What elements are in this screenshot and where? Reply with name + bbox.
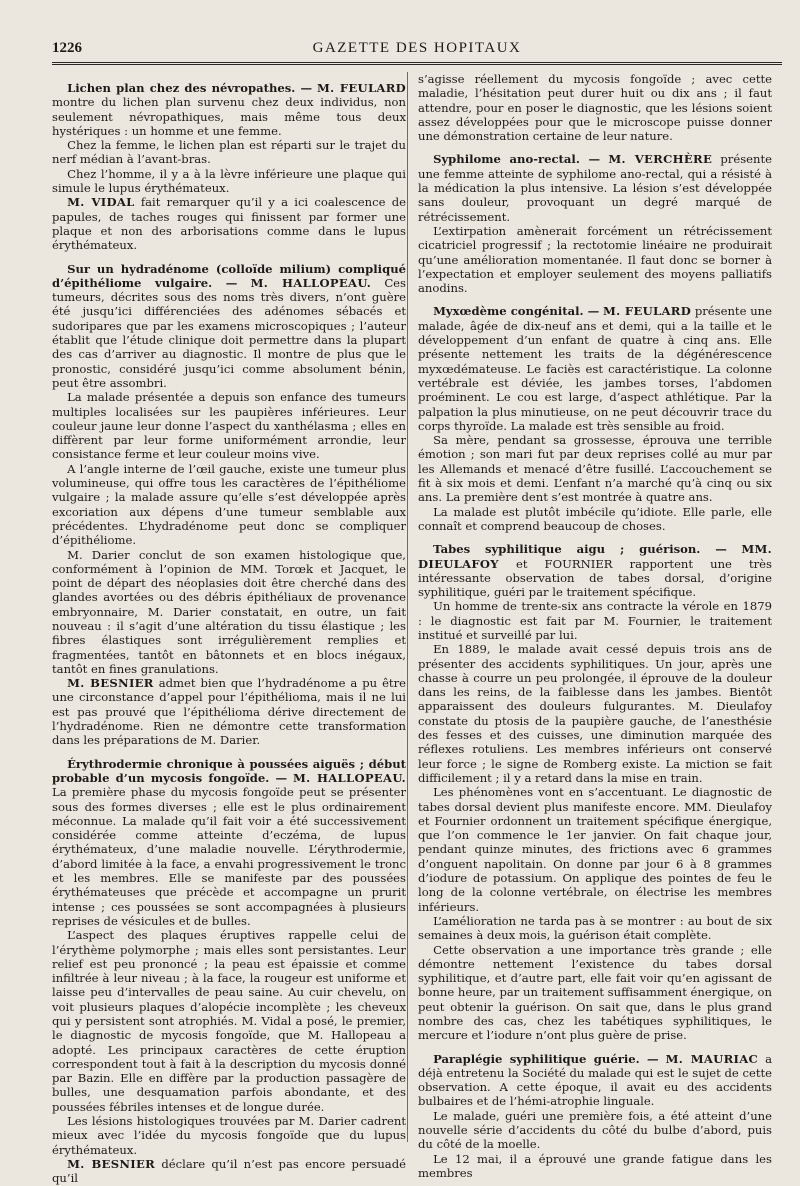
page-number: 1226 [52,40,82,56]
paragraph-text: présente une femme atteinte de syphilome ano-rectal, qui a résisté à la médication la plus intensive. La lésion s’est développée sans douleur, provoquant un degré marqué de rétrécissement. [418,152,773,224]
author-name: M. BESNIER [67,676,154,691]
paragraph [418,224,772,295]
section-paragraph [52,757,406,929]
paragraph-text: déclare qu’il n’est pas encore persuadé qu’il [52,1156,406,1186]
section-paragraph [52,81,406,138]
author-name: M. HALLOPEAU. [250,275,372,290]
author-name: M. MAURIAC [665,1051,759,1066]
author-name: M. VERCHÈRE [608,152,713,167]
paragraph-text: M. Darier conclut de son examen histologique que, conformément à l’opinion de MM. Torœk et Jacquet, le point de départ des néoplasies doit être cherché dans des glandes avortées ou des débris épithéliaux de provenance embryonnaire, M. Darier constatait, en outre, un fait nouveau : il s’agit d’une altération du tissu élastique ; les fibres élastiques sont irrégulièrement remplies et fragmentées, tantôt en bâtonnets et en blocs inégaux, tantôt en fines granulations. [52,547,406,676]
section-heading: Tabes syphilitique aigu ; guérison. — [433,542,727,557]
paragraph [418,72,772,143]
paragraph-text: fait remarquer qu’il y a ici coalescence de papules, de taches rouges qui finissent par former une plaque et non des arborisations comme dans le lupus érythémateux. [52,195,406,253]
section-paragraph [418,1052,772,1109]
paragraph [52,167,406,196]
paragraph-text: L’aspect des plaques éruptives rappelle celui de l’érythème polymorphe ; mais elles sont persistantes. Leur relief est peu prononcé ; la peau est épaissie et comme infiltrée à leur niveau ; à la face, la rougeur est uniforme et laisse peu d’intervalles de peau saine. Au cuir chevelu, on voit plusieurs plaques d’alopécie incomplète ; les cheveux qui y persistent sont atrophiés. M. Vidal a posé, le premier, le diagnostic de mycosis fongoïde, que M. Hallopeau a adopté. Les principaux caractères de cette éruption correspondent tout à fait à la description du mycosis donné par Bazin. Elle en diffère par la production passagère de bulles, une desquamation parfois abondante, et des poussées fébriles intenses et de longue durée. [52,928,406,1114]
paragraph-text: Cette observation a une importance très grande ; elle démontre nettement l’existence du tabes dorsal syphilitique, et d’autre part, elle fait voir qu’en agissant de bonne heure, par un traitement suffisamment énergique, on peut obtenir la guérison. On sait que, dans le plus grand nombre des cas, chez les tabétiques syphilitiques, le mercure et l’iodure n’ont plus guère de prise. [418,942,772,1043]
paragraph [418,505,772,534]
section-paragraph [418,152,772,223]
paragraph-text: En 1889, le malade avait cessé depuis trois ans de présenter des accidents syphilitiques. Un jour, après une chasse à courre un peu prolongée, il éprouve de la douleur dans les reins, de la faiblesse dans les jambes. Bientôt apparaissent des douleurs fulgurantes. M. Dieulafoy constate du ptosis de la paupière gauche, de l’anesthésie des fesses et des cuisses, une diminution marquée des réflexes rotuliens. Les membres inférieurs ont conservé leur force ; le signe de Romberg existe. La miction se fait difficilement ; il y a retard dans la mise en train. [418,642,772,785]
section-heading: Lichen plan chez des névropathes. — [67,81,313,95]
paragraph-text: et FOURNIER rapportent une très intéressante observation de tabes dorsal, d’origine syphilitique, guéri par le traitement spécifique. [418,556,772,600]
section-paragraph [418,304,772,433]
paragraph [418,1152,772,1181]
section-heading: Sur un hydradénome (colloïde milium) compliqué d’épithéliome vulgaire. — [52,261,406,290]
section-heading: Paraplégie syphilitique guérie. — [433,1051,659,1066]
page-header [52,36,782,65]
paragraph [52,138,406,167]
author-name: MM. DIEULAFOY [418,542,772,571]
right-column [418,72,772,1180]
author-name: M. FEULARD [316,81,407,95]
paragraph-text: a déjà entretenu la Société du malade qui est le sujet de cette observation. A cette époque, il avait eu des accidents bulbaires et de l’hémi-atrophie linguale. [418,1051,772,1109]
paragraph [418,599,772,642]
paragraph-text: A l’angle interne de l’œil gauche, existe une tumeur plus volumineuse, qui offre tous les caractères de l’épithéliome vulgaire ; la malade assure qu’elle s’est développée après excoriation aux dépens d’une tumeur semblable aux précédentes. L’hydradénome peut donc se compliquer d’épithéliome. [52,461,406,548]
paragraph [418,642,772,785]
paragraph [52,462,406,548]
paragraph-text: Chez l’homme, il y a à la lèvre inférieure une plaque qui simule le lupus érythémateux. [52,166,406,196]
paragraph [52,676,406,747]
section-paragraph [52,262,406,391]
paragraph [418,914,772,943]
paragraph-text: Chez la femme, le lichen plan est réparti sur le trajet du nerf médian à l’avant-bras. [52,138,406,167]
paragraph [52,928,406,1114]
paragraph [52,390,406,461]
paragraph-text: Sa mère, pendant sa grossesse, éprouva une terrible émotion ; son mari fut par deux reprises collé au mur par les Allemands et menacé d’être fusillé. L’accouchement se fit à six mois et demi. L’enfant n’a marché qu’à cinq ou six ans. La première dent s’est montrée à quatre ans. [418,433,772,505]
author-name: M. FEULARD [603,304,692,319]
section-heading: Myxœdème congénital. — [433,304,600,319]
paragraph-text: Les lésions histologiques trouvées par M. Darier cadrent mieux avec l’idée du mycosis fongoïde que du lupus érythémateux. [52,1114,406,1157]
paragraph-text: Les phénomènes vont en s’accentuant. Le diagnostic de tabes dorsal devient plus manifeste encore. MM. Dieulafoy et Fournier ordonnent un traitement spécifique énergique, que l’on commence le 1er janvier. On fait chaque jour, pendant quinze minutes, des frictions avec 6 grammes d’onguent napolitain. On donne par jour 6 à 8 grammes d’iodure de potassium. On applique des pointes de feu le long de la colonne vertébrale, on électrise les membres inférieurs. [418,785,772,914]
column-divider [407,72,408,1142]
paragraph-text: Ces tumeurs, décrites sous des noms très divers, n’ont guère été jusqu’ici différenciées des adénomes sébacés et sudoripares que par les examens microscopiques ; l’auteur établit que l’étude clinique doit permettre dans la plupart des cas d’arriver au diagnostic. Il montre de plus que le pronostic, considéré jusqu’ici comme absolument bénin, peut être assombri. [52,275,406,390]
paragraph-text: La malade est plutôt imbécile qu’idiote. Elle parle, elle connaît et comprend beaucoup de choses. [418,504,772,533]
paragraph-text: présente une malade, âgée de dix-neuf ans et demi, qui a la taille et le développement d’un enfant de quatre à cinq ans. Elle présente nettement les traits de la dégénérescence myxœdémateuse. Le faciès est caractéristique. La colonne vertébrale est déviée, les jambes torses, l’abdomen proéminent. Le cou est large, d’aspect athlétique. Par la palpation la plus minutieuse, on ne peut découvrir trace du corps thyroïde. La malade est très sensible au froid. [418,304,772,433]
paragraph-text: La première phase du mycosis fongoïde peut se présenter sous des formes diverses ; elle est le plus ordinairement méconnue. La malade qu’il fait voir a été successivement considérée comme atteinte d’eczéma, de lupus érythémateux, d’une maladie nouvelle. L’érythrodermie, d’abord limitée à la face, a envahi progressivement le tronc et les membres. Elle se manifeste par des poussées érythémateuses que précède et accompagne un prurit intense ; ces poussées se sont accompagnées à plusieurs reprises de vésicules et de bulles. [52,785,406,928]
paragraph-text: L’amélioration ne tarda pas à se montrer : au bout de six semaines à deux mois, la guérison était complète. [418,913,772,943]
paragraph-text: L’extirpation amènerait forcément un rétrécissement cicatriciel progressif ; la rectotomie linéaire ne produirait qu’une amélioration momentanée. Il faut donc se borner à l’expectation et employer seulement des moyens palliatifs anodins. [418,223,772,296]
paragraph-text: Le 12 mai, il a éprouvé une grande fatigue dans les membres [418,1151,772,1180]
author-name: M. VIDAL [67,195,135,210]
section-heading: Syphilome ano-rectal. — [433,152,601,167]
running-title: GAZETTE DES HOPITAUX [312,40,522,56]
left-column [52,72,406,1186]
paragraph [52,1157,406,1186]
author-name: M. BESNIER [67,1156,156,1171]
paragraph [418,433,772,504]
paragraph [418,1109,772,1152]
author-name: M. HALLOPEAU. [293,770,406,785]
section-heading: Érythrodermie chronique à poussées aiguës ; début probable d’un mycosis fongoïde. — [52,756,406,785]
paragraph-text: La malade présentée a depuis son enfance des tumeurs multiples localisées sur les paupières inférieures. Leur couleur jaune leur donne l’aspect du xanthélasma ; elles en diffèrent par leur forme uniformément arrondie, leur consistance ferme et leur couleur moins vive. [52,390,406,462]
paragraph [52,548,406,677]
paragraph-text: Le malade, guéri une première fois, a été atteint d’une nouvelle série d’accidents du côté du bulbe d’abord, puis du côté de la moelle. [418,1108,772,1152]
paragraph-text: admet bien que l’hydradénome a pu être une circonstance d’appel pour l’épithélioma, mais il ne lui est pas prouvé que l’épithélioma dérive directement de l’hydradénome. Rien ne démontre cette transformation dans les préparations de M. Darier. [52,676,406,748]
section-paragraph [418,542,772,599]
paragraph [418,785,772,914]
paragraph-text: s’agisse réellement du mycosis fongoïde ; avec cette maladie, l’hésitation peut durer huit ou dix ans ; il faut attendre, pour en poser le diagnostic, que les lésions soient assez développées pour que le microscope puisse donner une démonstration certaine de leur nature. [418,72,772,144]
paragraph-text: Un homme de trente-six ans contracte la vérole en 1879 : le diagnostic est fait par M. Fournier, le traitement institué et surveillé par lui. [418,599,772,642]
paragraph-text: montre du lichen plan survenu chez deux individus, non seulement névropathiques, mais même tous deux hystériques : un homme et une femme. [52,95,406,138]
paragraph [52,195,406,252]
paragraph [418,943,772,1043]
paragraph [52,1114,406,1157]
